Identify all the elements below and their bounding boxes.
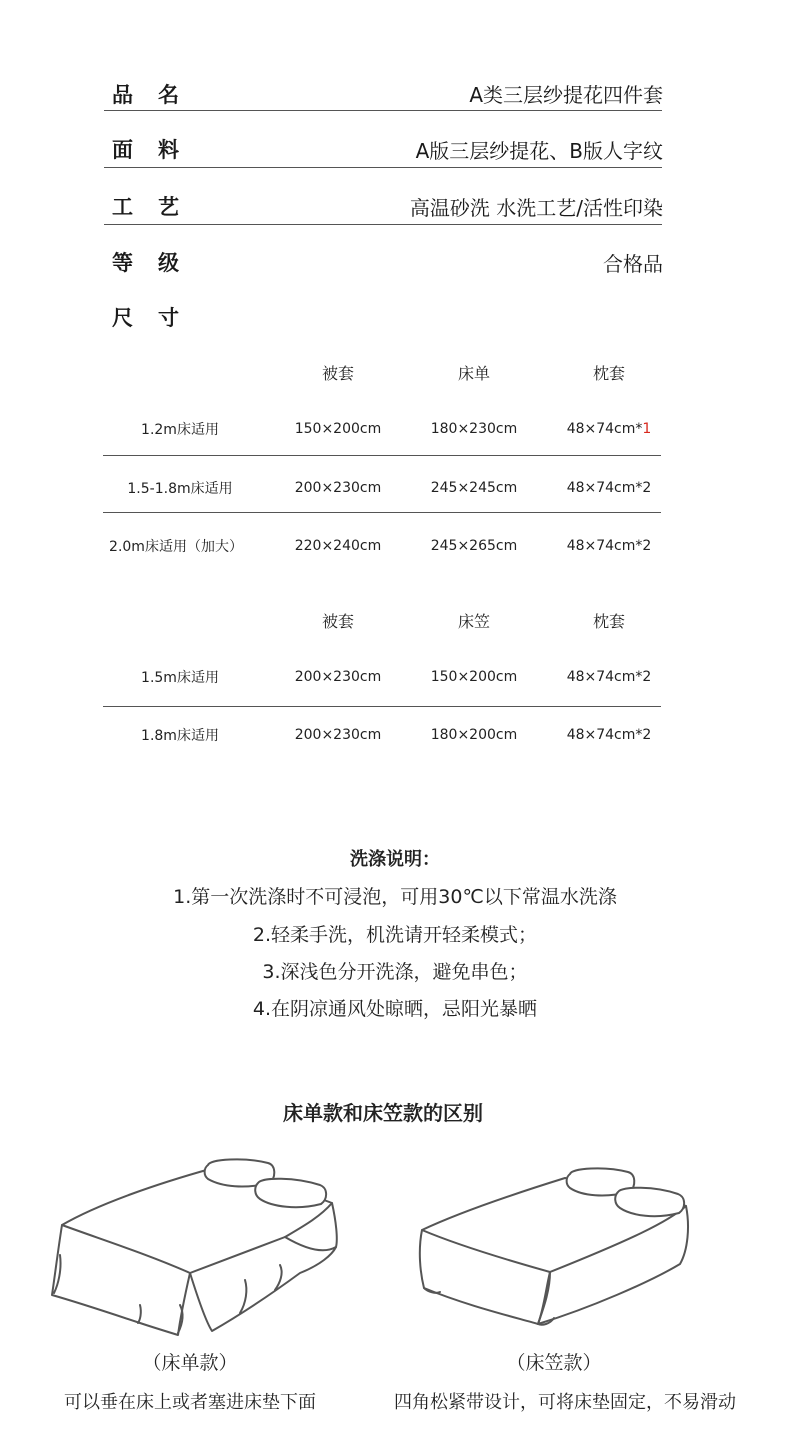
row-label: 1.5m床适用 [141, 670, 219, 686]
table-divider [103, 455, 661, 456]
flat-sheet-bed-illustration-icon [40, 1155, 350, 1345]
wash-title: 洗涤说明： [350, 849, 440, 870]
pillowcase-size: 48×74cm*1 [566, 421, 652, 437]
duvet-size: 200×230cm [294, 669, 382, 685]
table-header: 被套 [321, 612, 354, 631]
row-label: 2.0m床适用（加大） [109, 539, 243, 555]
row-label: 1.5-1.8m床适用 [127, 481, 233, 497]
spec-value-grade: 合格品 [603, 252, 663, 276]
table-header: 枕套 [592, 364, 625, 383]
table-divider [103, 512, 661, 513]
duvet-size: 220×240cm [294, 538, 382, 554]
wash-line: 3.深浅色分开洗涤，避免串色； [262, 961, 528, 983]
spec-divider [104, 167, 662, 168]
duvet-size: 200×230cm [294, 480, 382, 496]
pillowcase-count: 1 [642, 421, 652, 437]
spec-divider [104, 224, 662, 225]
table-header: 床单 [457, 364, 490, 383]
table-header: 被套 [321, 364, 354, 383]
pillowcase-size: 48×74cm*2 [566, 669, 652, 685]
flat-sheet-caption: （床单款） [142, 1352, 238, 1374]
table-header: 床笠 [457, 612, 490, 631]
pillowcase-size: 48×74cm*2 [566, 727, 652, 743]
spec-value-name: A类三层纱提花四件套 [469, 83, 663, 107]
wash-line: 2.轻柔手洗，机洗请开轻柔模式； [252, 924, 538, 946]
table-header: 枕套 [592, 612, 625, 631]
fitted-sheet-size: 150×200cm [430, 669, 518, 685]
sheet-size: 180×230cm [430, 421, 518, 437]
wash-line: 4.在阴凉通风处晾晒，忌阳光暴晒 [252, 998, 538, 1020]
spec-value-fabric: A版三层纱提花、B版人字纹 [415, 139, 663, 163]
sheet-size: 245×245cm [430, 480, 518, 496]
sheet-size: 245×265cm [430, 538, 518, 554]
table-divider [103, 706, 661, 707]
spec-divider [104, 110, 662, 111]
fitted-sheet-description: 四角松紧带设计，可将床垫固定，不易滑动 [394, 1392, 736, 1413]
flat-sheet-description: 可以垂在床上或者塞进床垫下面 [64, 1392, 316, 1413]
spec-value-craft: 高温砂洗 水洗工艺/活性印染 [409, 196, 663, 220]
duvet-size: 150×200cm [294, 421, 382, 437]
spec-label-name: 品名 [112, 83, 204, 107]
spec-label-craft: 工艺 [112, 195, 204, 219]
comparison-title: 床单款和床笠款的区别 [283, 1101, 483, 1125]
spec-label-fabric: 面料 [112, 138, 204, 162]
row-label: 1.2m床适用 [141, 422, 219, 438]
pillowcase-size: 48×74cm*2 [566, 480, 652, 496]
pillowcase-size: 48×74cm*2 [566, 538, 652, 554]
fitted-sheet-caption: （床笠款） [506, 1352, 602, 1374]
duvet-size: 200×230cm [294, 727, 382, 743]
spec-label-grade: 等级 [112, 251, 204, 275]
fitted-sheet-bed-illustration-icon [410, 1160, 700, 1330]
row-label: 1.8m床适用 [141, 728, 219, 744]
spec-label-size: 尺寸 [112, 306, 204, 330]
wash-line: 1.第一次洗涤时不可浸泡，可用30℃以下常温水洗涤 [173, 886, 617, 908]
fitted-sheet-size: 180×200cm [430, 727, 518, 743]
